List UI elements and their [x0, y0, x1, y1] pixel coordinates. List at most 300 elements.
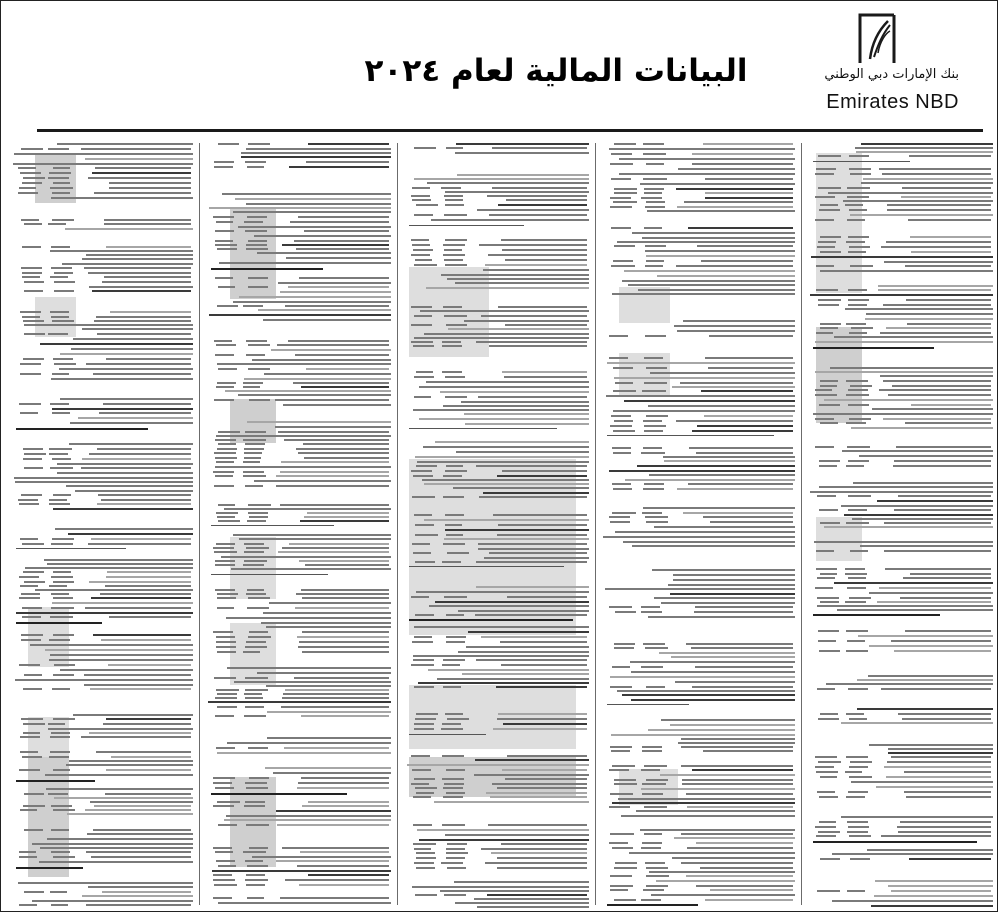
figure-cell	[413, 345, 434, 347]
fine-print-line	[88, 177, 191, 179]
fine-print-line	[57, 143, 193, 145]
figure-cell	[51, 267, 72, 269]
fine-print-line	[301, 715, 389, 717]
figure-cell	[51, 316, 69, 318]
fine-print-line	[654, 526, 795, 528]
fine-print-line	[834, 336, 993, 338]
fine-print-line	[233, 301, 391, 303]
fine-print-line	[298, 782, 389, 784]
fine-print-line	[630, 661, 795, 663]
figure-cell	[446, 614, 464, 616]
fine-print-line	[506, 199, 587, 201]
fine-print-line	[238, 394, 391, 396]
fine-print-line	[703, 143, 793, 145]
figure-cell	[247, 520, 266, 522]
fine-print-line	[826, 683, 993, 685]
fine-print-line	[84, 684, 193, 686]
figure-cell	[609, 842, 628, 844]
figure-cell	[213, 874, 232, 876]
figure-cell	[643, 153, 666, 155]
figure-cell	[245, 230, 267, 232]
figure-cell	[444, 249, 462, 251]
figure-cell	[610, 885, 633, 887]
fine-print-line	[454, 881, 589, 883]
fine-print-line	[308, 143, 389, 145]
table-rule	[16, 548, 126, 549]
fine-print-line	[692, 769, 793, 771]
fine-print-line	[677, 206, 793, 208]
fine-print-line	[911, 404, 991, 406]
figure-cell	[52, 373, 69, 375]
figure-cell	[23, 358, 44, 360]
figure-cell	[848, 251, 866, 253]
fine-print-line	[625, 479, 795, 481]
fine-print-line	[850, 214, 993, 216]
figure-cell	[245, 689, 268, 691]
figure-cell	[846, 522, 869, 524]
fine-print-line	[638, 289, 795, 291]
fine-print-line	[46, 788, 193, 790]
figure-cell	[646, 415, 668, 417]
figure-cell	[245, 782, 267, 784]
fine-print-line	[704, 415, 793, 417]
fine-print-line	[104, 219, 191, 221]
figure-cell	[641, 847, 661, 849]
figure-cell	[850, 761, 872, 763]
fine-print-line	[307, 512, 389, 514]
fine-print-line	[640, 183, 795, 185]
figure-cell	[214, 399, 234, 401]
figure-cell	[217, 801, 240, 803]
fine-print-line	[615, 531, 795, 533]
figure-cell	[22, 756, 42, 758]
fine-print-line	[863, 178, 993, 180]
fine-print-line	[303, 443, 389, 445]
figure-cell	[217, 382, 236, 384]
fine-print-line	[100, 593, 191, 595]
figure-cell	[442, 345, 462, 347]
figure-cell	[646, 201, 665, 203]
figure-cell	[443, 244, 465, 246]
figure-cell	[19, 576, 39, 578]
fine-print-line	[299, 641, 389, 643]
figure-cell	[411, 324, 432, 326]
fine-print-line	[664, 460, 795, 462]
figure-cell	[609, 335, 628, 337]
figure-cell	[850, 550, 868, 552]
figure-cell	[48, 223, 66, 225]
figure-cell	[414, 778, 435, 780]
fine-print-line	[263, 612, 391, 614]
table-rule	[607, 704, 689, 705]
fine-print-line	[841, 722, 993, 724]
fine-print-line	[110, 311, 191, 313]
figure-cell	[815, 219, 834, 221]
fine-print-line	[909, 155, 991, 157]
fine-print-line	[455, 902, 589, 904]
fine-print-line	[89, 286, 193, 288]
figure-cell	[846, 465, 864, 467]
fine-print-line	[824, 526, 993, 528]
fine-print-line	[96, 316, 191, 318]
figure-cell	[49, 503, 70, 505]
fine-print-line	[842, 450, 993, 452]
figure-cell	[50, 276, 68, 278]
figure-cell	[19, 904, 37, 906]
table-rule	[607, 435, 774, 436]
figure-cell	[644, 188, 664, 190]
fine-print-line	[883, 380, 991, 382]
figure-cell	[414, 686, 434, 688]
fine-print-line	[82, 258, 193, 260]
figure-cell	[215, 354, 234, 356]
figure-cell	[815, 173, 834, 175]
figure-cell	[48, 723, 65, 725]
fine-print-line	[14, 153, 193, 155]
fine-print-line	[216, 435, 391, 437]
figure-cell	[610, 521, 630, 523]
fine-print-line	[686, 875, 793, 877]
fine-print-line	[855, 147, 993, 149]
fine-print-line	[435, 441, 589, 443]
fine-print-line	[414, 337, 589, 339]
fine-print-line	[226, 815, 391, 817]
fine-print-line	[681, 833, 793, 835]
table-rule	[409, 225, 524, 226]
fine-print-line	[93, 829, 191, 831]
figure-cell	[820, 522, 840, 524]
fine-print-line	[603, 536, 795, 538]
figure-cell	[243, 851, 266, 853]
figure-cell	[845, 568, 865, 570]
figure-cell	[52, 320, 74, 322]
figure-cell	[412, 199, 431, 201]
figure-cell	[249, 516, 268, 518]
fine-print-line	[97, 448, 191, 450]
fine-print-line	[226, 617, 391, 619]
figure-cell	[215, 589, 235, 591]
figure-cell	[445, 524, 462, 526]
figure-cell	[611, 265, 635, 267]
fine-print-line	[239, 296, 391, 298]
fine-print-line	[909, 858, 991, 860]
figure-cell	[244, 221, 263, 223]
figure-cell	[819, 650, 840, 652]
figure-cell	[641, 666, 663, 668]
figure-cell	[412, 641, 433, 643]
figure-cell	[849, 776, 872, 778]
figure-cell	[24, 453, 46, 455]
fine-print-line	[640, 829, 795, 831]
figure-cell	[815, 389, 832, 391]
fine-print-line	[111, 756, 191, 758]
fine-print-line	[420, 310, 589, 312]
fine-print-line	[300, 851, 389, 853]
fine-print-line	[89, 732, 191, 734]
figure-cell	[24, 674, 42, 676]
fine-print-line	[813, 413, 993, 415]
fine-print-line	[663, 456, 795, 458]
fine-print-line	[51, 378, 193, 380]
figure-cell	[19, 769, 40, 771]
figure-cell	[446, 147, 463, 149]
figure-cell	[442, 755, 464, 757]
fine-print-line	[700, 867, 793, 869]
figure-cell	[214, 161, 234, 163]
fine-print-line	[681, 738, 795, 740]
figure-cell	[19, 597, 40, 599]
fine-print-line	[894, 509, 991, 511]
figure-cell	[848, 826, 869, 828]
fine-print-line	[705, 178, 793, 180]
figure-cell	[614, 867, 637, 869]
fine-print-line	[611, 734, 795, 736]
fine-print-line	[247, 421, 391, 423]
fine-print-line	[45, 774, 193, 776]
fine-print-line	[897, 826, 991, 828]
fine-print-line	[696, 885, 793, 887]
fine-print-line	[900, 597, 991, 599]
figure-cell	[246, 824, 269, 826]
fine-print-line	[879, 587, 991, 589]
figure-cell	[819, 821, 836, 823]
fine-print-line	[277, 344, 389, 346]
fine-print-line	[631, 671, 795, 673]
figure-cell	[847, 587, 866, 589]
figure-cell	[248, 143, 270, 145]
fine-print-line	[686, 643, 793, 645]
fine-print-line	[286, 257, 391, 259]
figure-cell	[416, 792, 434, 794]
figure-cell	[817, 791, 835, 793]
figure-cell	[21, 219, 39, 221]
figure-cell	[249, 847, 268, 849]
fine-print-line	[888, 752, 993, 754]
figure-cell	[244, 551, 264, 553]
figure-cell	[644, 425, 666, 427]
fine-print-line	[441, 274, 589, 276]
figure-cell	[845, 573, 867, 575]
figure-cell	[445, 264, 467, 266]
fine-print-line	[266, 685, 391, 687]
figure-cell	[413, 249, 433, 251]
fine-print-line	[217, 363, 391, 365]
figure-cell	[414, 147, 436, 149]
fine-print-line	[308, 801, 389, 803]
fine-print-line	[687, 847, 793, 849]
column-4	[599, 137, 797, 911]
fine-print-line	[424, 333, 589, 335]
fine-print-line	[30, 644, 193, 646]
figure-cell	[21, 267, 42, 269]
figure-cell	[644, 357, 663, 359]
fine-print-line	[884, 550, 991, 552]
figure-cell	[816, 771, 838, 773]
fine-print-line	[413, 409, 589, 411]
figure-cell	[445, 514, 464, 516]
fine-print-line	[105, 793, 191, 795]
figure-cell	[248, 344, 270, 346]
fine-print-line	[697, 425, 793, 427]
figure-cell	[412, 496, 435, 498]
fine-print-line	[872, 408, 993, 410]
figure-cell	[815, 766, 834, 768]
figure-cell	[54, 281, 75, 283]
fine-print-line	[869, 744, 993, 746]
fine-print-line	[851, 427, 993, 429]
figure-cell	[245, 646, 267, 648]
figure-cell	[444, 195, 463, 197]
figure-cell	[609, 357, 628, 359]
figure-cell	[614, 420, 633, 422]
figure-cell	[645, 516, 668, 518]
fine-print-line	[466, 646, 589, 648]
fine-print-line	[684, 201, 793, 203]
figure-cell	[23, 571, 44, 573]
fine-print-line	[47, 563, 193, 565]
figure-cell	[54, 272, 73, 274]
figure-cell	[643, 447, 662, 449]
fine-print-line	[302, 631, 389, 633]
fine-print-line	[668, 584, 795, 586]
figure-cell	[244, 452, 262, 454]
fine-print-line	[426, 287, 589, 289]
fine-print-line	[695, 666, 793, 668]
fine-print-line	[257, 672, 391, 674]
fine-print-line	[219, 262, 391, 264]
fine-print-line	[479, 244, 587, 246]
figure-cell	[415, 718, 436, 720]
fine-print-line	[32, 900, 193, 902]
fine-print-line	[623, 541, 795, 543]
figure-cell	[20, 373, 41, 375]
figure-cell	[850, 173, 871, 175]
fine-print-line	[496, 686, 587, 688]
figure-cell	[642, 750, 662, 752]
fine-print-line	[631, 699, 795, 701]
table-rule	[16, 622, 102, 624]
figure-cell	[24, 467, 43, 469]
fine-print-line	[497, 718, 587, 720]
fine-print-line	[841, 505, 993, 507]
figure-cell	[217, 651, 236, 653]
fine-print-line	[298, 216, 389, 218]
figure-cell	[243, 475, 266, 477]
figure-cell	[217, 597, 236, 599]
fine-print-line	[62, 263, 193, 265]
fine-print-line	[505, 778, 587, 780]
fine-print-line	[435, 601, 589, 603]
fine-print-line	[622, 694, 795, 696]
fine-print-line	[231, 568, 391, 570]
fine-print-line	[832, 900, 993, 902]
fine-print-line	[877, 601, 991, 603]
fine-print-line	[88, 543, 191, 545]
figure-cell	[52, 538, 74, 540]
fine-print-line	[102, 281, 191, 283]
figure-cell	[246, 244, 267, 246]
figure-cell	[820, 601, 839, 603]
fine-print-line	[215, 466, 391, 468]
figure-cell	[644, 192, 662, 194]
fine-print-line	[476, 465, 587, 467]
fine-print-line	[811, 256, 993, 258]
figure-cell	[52, 688, 70, 690]
figure-cell	[248, 368, 270, 370]
figure-cell	[445, 239, 467, 241]
fine-print-line	[891, 890, 991, 892]
figure-cell	[49, 756, 69, 758]
page-header	[1, 1, 998, 129]
fine-print-line	[902, 187, 991, 189]
fine-print-line	[52, 408, 193, 410]
figure-cell	[848, 495, 871, 497]
figure-cell	[244, 693, 262, 695]
fine-print-line	[852, 518, 993, 520]
fine-print-line	[461, 401, 589, 403]
fine-print-line	[710, 889, 793, 891]
fine-print-line	[677, 330, 795, 332]
fine-print-line	[629, 852, 795, 854]
figure-cell	[415, 787, 437, 789]
fine-print-line	[908, 219, 991, 221]
figure-cell	[23, 320, 44, 322]
table-rule	[16, 867, 83, 869]
fine-print-line	[477, 209, 589, 211]
table-rule	[211, 525, 334, 526]
fine-print-line	[507, 596, 587, 598]
figure-cell	[217, 448, 237, 450]
figure-cell	[23, 805, 45, 807]
figure-cell	[22, 246, 41, 248]
fine-print-line	[695, 606, 793, 608]
figure-cell	[214, 452, 236, 454]
fine-print-line	[492, 783, 587, 785]
figure-cell	[442, 371, 462, 373]
fine-print-line	[691, 647, 793, 649]
figure-cell	[819, 796, 838, 798]
fine-print-line	[632, 232, 795, 234]
figure-cell	[244, 457, 261, 459]
fine-print-line	[276, 475, 389, 477]
fine-print-line	[445, 191, 589, 193]
fine-print-line	[619, 173, 795, 175]
figure-cell	[22, 272, 42, 274]
figure-cell	[849, 155, 869, 157]
figure-cell	[248, 747, 268, 749]
fine-print-line	[651, 894, 795, 896]
figure-cell	[846, 713, 864, 715]
fine-print-line	[481, 315, 587, 317]
figure-cell	[24, 793, 44, 795]
fine-print-line	[676, 420, 793, 422]
fine-print-line	[218, 902, 391, 904]
fine-print-line	[887, 761, 991, 763]
fine-print-line	[880, 332, 991, 334]
fine-print-line	[649, 474, 795, 476]
fine-print-line	[455, 152, 589, 154]
figure-cell	[445, 470, 467, 472]
figure-cell	[216, 747, 235, 749]
fine-print-line	[878, 285, 993, 287]
figure-cell	[820, 776, 837, 778]
fine-print-line	[637, 465, 795, 467]
figure-cell	[217, 516, 235, 518]
figure-cell	[247, 589, 264, 591]
fine-print-line	[493, 514, 587, 516]
fine-print-line	[886, 241, 991, 243]
fine-print-line	[898, 495, 991, 497]
